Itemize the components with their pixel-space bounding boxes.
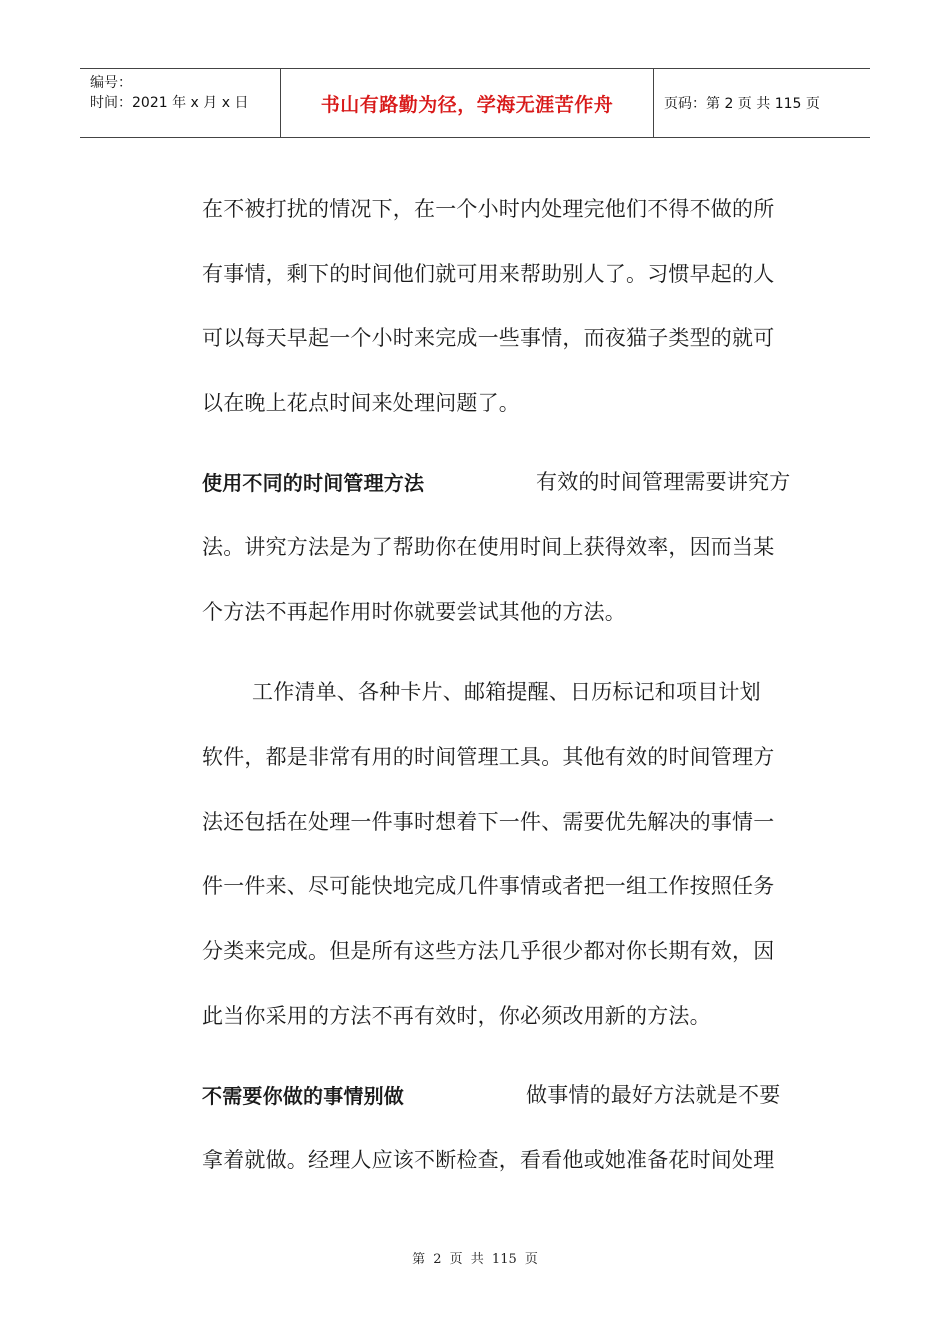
section-heading: 使用不同的时间管理方法 [202, 471, 425, 495]
header-page-cell [654, 69, 870, 137]
paragraph-line: 件一件来、尽可能快地完成几件事情或者把一组工作按照任务 [202, 874, 775, 898]
footer-page-number: 第 2 页 共 115 页 [412, 1252, 538, 1267]
section-heading: 不需要你做的事情别做 [202, 1084, 404, 1108]
paragraph-line: 有事情，剩下的时间他们就可用来帮助别人了。习惯早起的人 [202, 262, 775, 286]
header-meta-cell [80, 69, 281, 137]
paragraph-line: 个方法不再起作用时你就要尝试其他的方法。 [202, 600, 626, 624]
paragraph-line: 软件，都是非常有用的时间管理工具。其他有效的时间管理方 [202, 745, 775, 769]
paragraph-line: 以在晚上花点时间来处理问题了。 [202, 391, 520, 415]
paragraph-line: 法还包括在处理一件事时想着下一件、需要优先解决的事情一 [202, 810, 775, 834]
document-number-label: 编号： [90, 75, 132, 91]
paragraph-line: 在不被打扰的情况下，在一个小时内处理完他们不得不做的所 [202, 197, 775, 221]
document-header [80, 68, 870, 138]
header-motto-cell [281, 69, 654, 137]
section-first-line: 有效的时间管理需要讲究方 [536, 470, 791, 494]
paragraph-line: 法。讲究方法是为了帮助你在使用时间上获得效率，因而当某 [202, 535, 775, 559]
header-page-info: 页码：第 2 页 共 115 页 [664, 96, 820, 112]
paragraph-line: 分类来完成。但是所有这些方法几乎很少都对你长期有效，因 [202, 939, 775, 963]
document-time-label: 时间：2021 年 x 月 x 日 [90, 95, 249, 111]
paragraph-line: 可以每天早起一个小时来完成一些事情，而夜猫子类型的就可 [202, 326, 775, 350]
paragraph-line: 工作清单、各种卡片、邮箱提醒、日历标记和项目计划 [252, 680, 761, 704]
page-footer [0, 1248, 950, 1267]
header-motto: 书山有路勤为径，学海无涯苦作舟 [320, 93, 614, 116]
paragraph-line: 此当你采用的方法不再有效时，你必须改用新的方法。 [202, 1004, 711, 1028]
paragraph-line: 拿着就做。经理人应该不断检查，看看他或她准备花时间处理 [202, 1148, 775, 1172]
section-first-line: 做事情的最好方法就是不要 [526, 1083, 781, 1107]
